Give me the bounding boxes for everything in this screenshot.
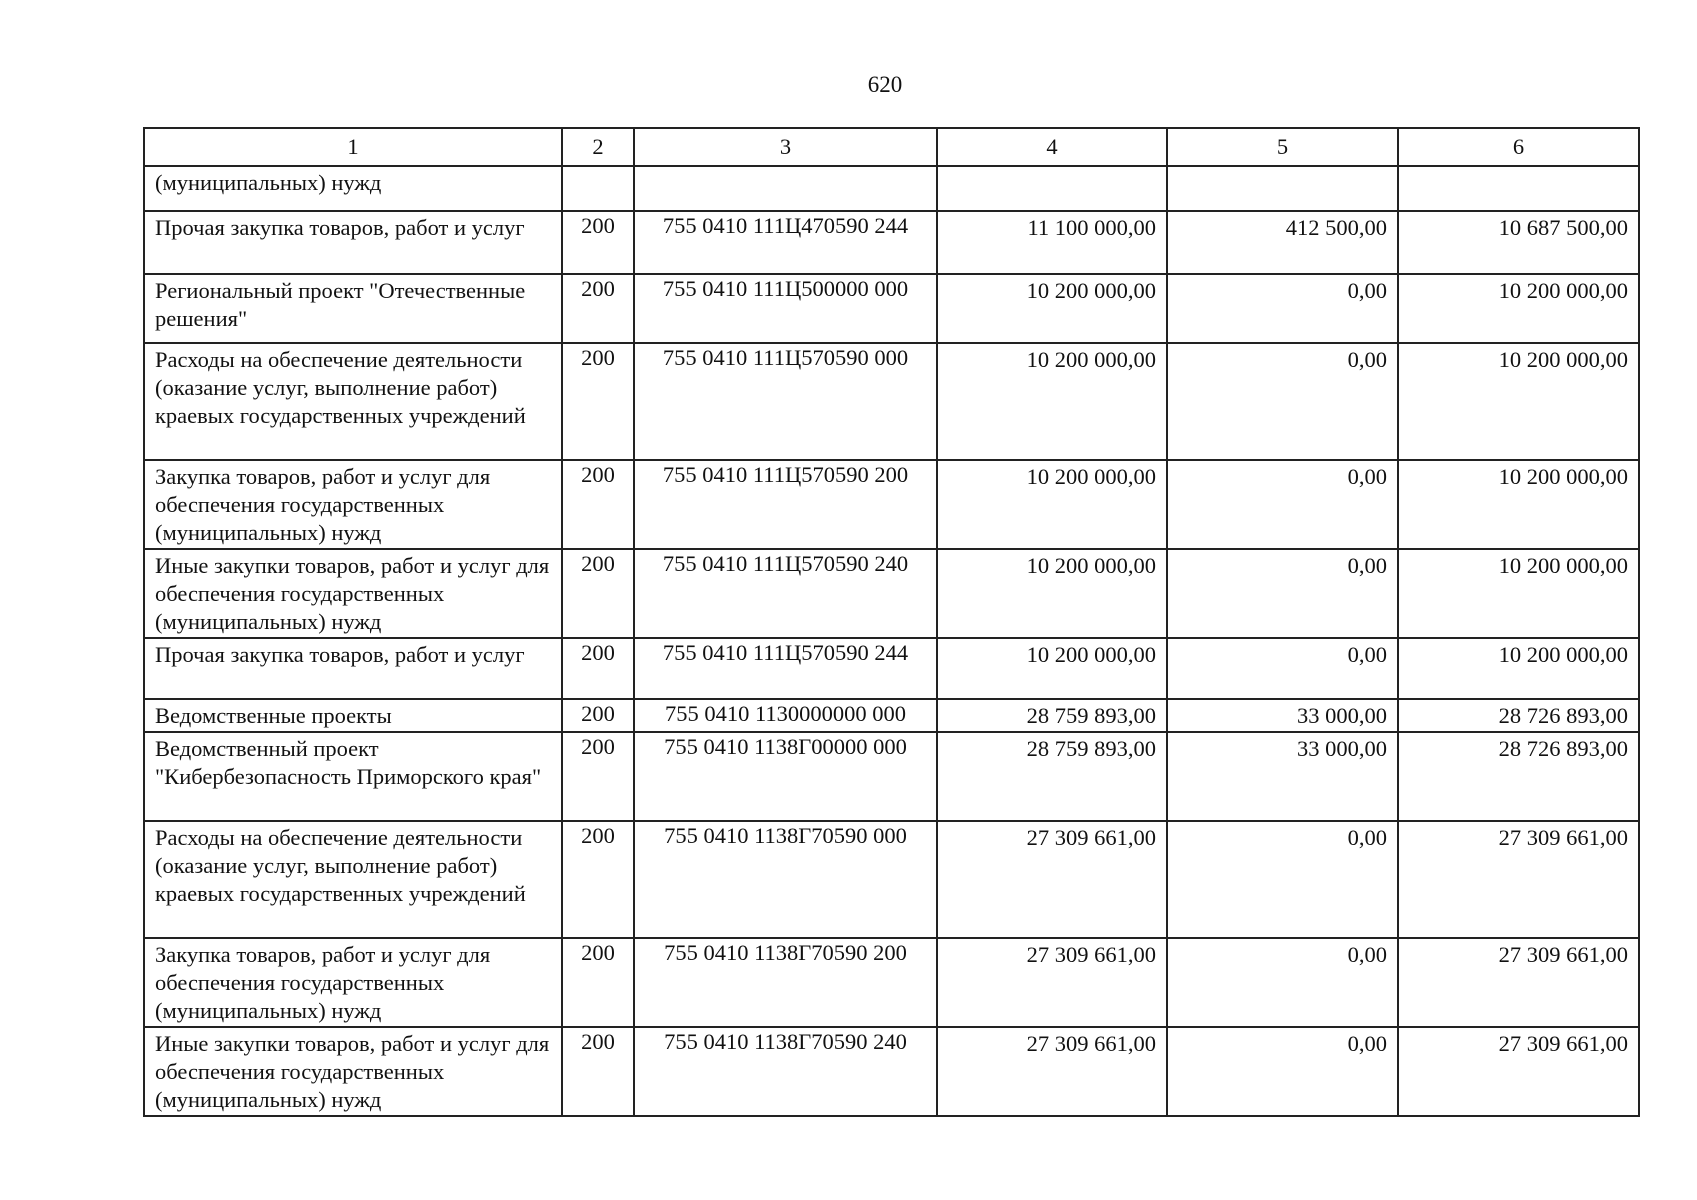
row-name-cell: Расходы на обеспечение деятельности (оказание услуг, выполнение работ) краевых государственных учреждений [144, 343, 562, 460]
row-change-cell [1167, 166, 1398, 211]
row-change-cell: 0,00 [1167, 274, 1398, 343]
row-code-cell: 200 [562, 460, 634, 549]
row-total-cell: 10 200 000,00 [1398, 638, 1639, 699]
row-name-cell: Прочая закупка товаров, работ и услуг [144, 638, 562, 699]
row-name-cell: (муниципальных) нужд [144, 166, 562, 211]
row-change-cell: 0,00 [1167, 343, 1398, 460]
row-code-cell: 200 [562, 343, 634, 460]
row-amount-cell: 27 309 661,00 [937, 1027, 1167, 1116]
row-amount-cell: 28 759 893,00 [937, 699, 1167, 732]
row-name-cell: Региональный проект "Отечественные решения" [144, 274, 562, 343]
row-classification-cell: 755 0410 1138Г70590 200 [634, 938, 937, 1027]
row-total-cell: 10 200 000,00 [1398, 549, 1639, 638]
row-amount-cell: 10 200 000,00 [937, 549, 1167, 638]
row-classification-cell: 755 0410 111Ц570590 240 [634, 549, 937, 638]
page-number: 620 [867, 72, 903, 97]
row-amount-cell: 10 200 000,00 [937, 343, 1167, 460]
row-change-cell: 0,00 [1167, 638, 1398, 699]
row-classification-cell [634, 166, 937, 211]
row-amount-cell [937, 166, 1167, 211]
row-classification-cell: 755 0410 1138Г70590 240 [634, 1027, 937, 1116]
row-total-cell: 28 726 893,00 [1398, 732, 1639, 821]
row-total-cell: 27 309 661,00 [1398, 1027, 1639, 1116]
row-name-cell: Закупка товаров, работ и услуг для обеспечения государственных (муниципальных) нужд [144, 938, 562, 1027]
row-change-cell: 0,00 [1167, 549, 1398, 638]
column-header-2: 2 [562, 128, 634, 166]
row-code-cell: 200 [562, 274, 634, 343]
row-code-cell: 200 [562, 699, 634, 732]
row-change-cell: 412 500,00 [1167, 211, 1398, 274]
table-row [144, 1027, 1639, 1116]
row-code-cell: 200 [562, 211, 634, 274]
row-change-cell: 33 000,00 [1167, 699, 1398, 732]
row-change-cell: 0,00 [1167, 460, 1398, 549]
row-amount-cell: 10 200 000,00 [937, 638, 1167, 699]
row-total-cell: 27 309 661,00 [1398, 938, 1639, 1027]
table-body [144, 166, 1639, 1116]
row-classification-cell: 755 0410 1130000000 000 [634, 699, 937, 732]
table-row [144, 732, 1639, 821]
row-amount-cell: 10 200 000,00 [937, 274, 1167, 343]
table-row [144, 343, 1639, 460]
column-header-4: 4 [937, 128, 1167, 166]
row-total-cell: 10 200 000,00 [1398, 274, 1639, 343]
row-amount-cell: 11 100 000,00 [937, 211, 1167, 274]
table-row [144, 699, 1639, 732]
budget-table [143, 127, 1640, 1117]
row-change-cell: 0,00 [1167, 821, 1398, 938]
row-classification-cell: 755 0410 111Ц570590 200 [634, 460, 937, 549]
row-change-cell: 33 000,00 [1167, 732, 1398, 821]
table-row [144, 166, 1639, 211]
table-row [144, 211, 1639, 274]
row-code-cell: 200 [562, 938, 634, 1027]
row-classification-cell: 755 0410 111Ц500000 000 [634, 274, 937, 343]
row-code-cell: 200 [562, 821, 634, 938]
row-classification-cell: 755 0410 111Ц570590 000 [634, 343, 937, 460]
table-row [144, 460, 1639, 549]
row-name-cell: Иные закупки товаров, работ и услуг для обеспечения государственных (муниципальных) нужд [144, 549, 562, 638]
row-classification-cell: 755 0410 111Ц570590 244 [634, 638, 937, 699]
row-total-cell: 10 687 500,00 [1398, 211, 1639, 274]
row-code-cell: 200 [562, 1027, 634, 1116]
column-header-1: 1 [144, 128, 562, 166]
row-name-cell: Расходы на обеспечение деятельности (оказание услуг, выполнение работ) краевых государственных учреждений [144, 821, 562, 938]
table-row [144, 938, 1639, 1027]
row-total-cell [1398, 166, 1639, 211]
row-amount-cell: 28 759 893,00 [937, 732, 1167, 821]
table-row [144, 274, 1639, 343]
table-header-row [144, 128, 1639, 166]
table-row [144, 821, 1639, 938]
row-total-cell: 10 200 000,00 [1398, 460, 1639, 549]
row-name-cell: Закупка товаров, работ и услуг для обеспечения государственных (муниципальных) нужд [144, 460, 562, 549]
row-classification-cell: 755 0410 1138Г00000 000 [634, 732, 937, 821]
row-amount-cell: 27 309 661,00 [937, 821, 1167, 938]
row-total-cell: 28 726 893,00 [1398, 699, 1639, 732]
row-amount-cell: 27 309 661,00 [937, 938, 1167, 1027]
table-row [144, 549, 1639, 638]
row-total-cell: 10 200 000,00 [1398, 343, 1639, 460]
column-header-5: 5 [1167, 128, 1398, 166]
column-header-6: 6 [1398, 128, 1639, 166]
row-change-cell: 0,00 [1167, 1027, 1398, 1116]
row-code-cell: 200 [562, 732, 634, 821]
row-name-cell: Иные закупки товаров, работ и услуг для обеспечения государственных (муниципальных) нужд [144, 1027, 562, 1116]
row-code-cell: 200 [562, 549, 634, 638]
row-classification-cell: 755 0410 1138Г70590 000 [634, 821, 937, 938]
row-name-cell: Ведомственные проекты [144, 699, 562, 732]
row-code-cell [562, 166, 634, 211]
table-row [144, 638, 1639, 699]
row-code-cell: 200 [562, 638, 634, 699]
row-name-cell: Прочая закупка товаров, работ и услуг [144, 211, 562, 274]
row-change-cell: 0,00 [1167, 938, 1398, 1027]
row-total-cell: 27 309 661,00 [1398, 821, 1639, 938]
row-name-cell: Ведомственный проект "Кибербезопасность Приморского края" [144, 732, 562, 821]
row-amount-cell: 10 200 000,00 [937, 460, 1167, 549]
column-header-3: 3 [634, 128, 937, 166]
row-classification-cell: 755 0410 111Ц470590 244 [634, 211, 937, 274]
